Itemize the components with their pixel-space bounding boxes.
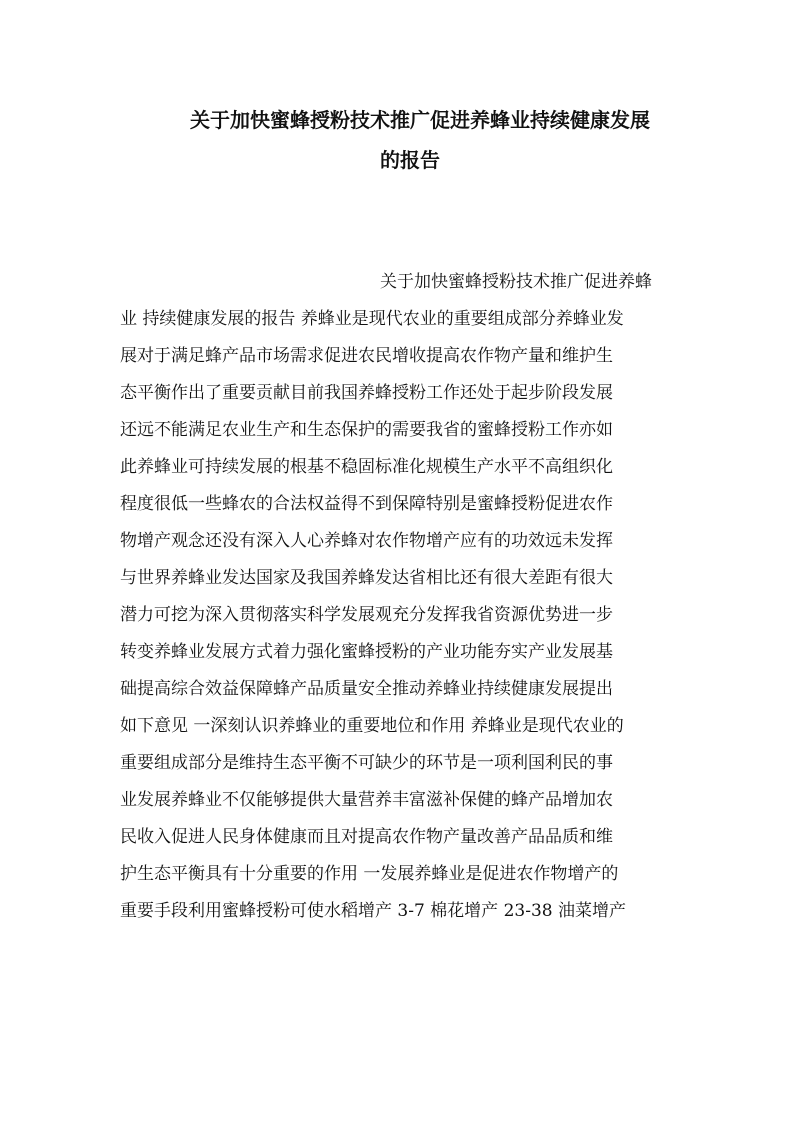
- body-line: 础提高综合效益保障蜂产品质量安全推动养蜂业持续健康发展提出: [120, 679, 613, 699]
- body-line: 如下意见 一深刻认识养蜂业的重要地位和作用 养蜂业是现代农业的: [120, 716, 624, 736]
- body-line: 关于加快蜜蜂授粉技术推广促进养蜂: [380, 272, 652, 292]
- body-line: 此养蜂业可持续发展的根基不稳固标准化规模生产水平不高组织化: [120, 457, 613, 477]
- body-line: 业 持续健康发展的报告 养蜂业是现代农业的重要组成部分养蜂业发: [120, 309, 624, 329]
- document-title-line-2: 的报告: [380, 148, 440, 172]
- body-line: 潜力可挖为深入贯彻落实科学发展观充分发挥我省资源优势进一步: [120, 605, 613, 625]
- body-line: 与世界养蜂业发达国家及我国养蜂发达省相比还有很大差距有很大: [120, 568, 613, 588]
- body-line: 程度很低一些蜂农的合法权益得不到保障特别是蜜蜂授粉促进农作: [120, 494, 613, 514]
- body-line: 重要组成部分是维持生态平衡不可缺少的环节是一项利国利民的事: [120, 753, 613, 773]
- body-line: 还远不能满足农业生产和生态保护的需要我省的蜜蜂授粉工作亦如: [120, 420, 613, 440]
- body-line: 重要手段利用蜜蜂授粉可使水稻增产 3-7 棉花增产 23-38 油菜增产: [120, 901, 626, 921]
- body-line: 物增产观念还没有深入人心养蜂对农作物增产应有的功效远未发挥: [120, 531, 613, 551]
- body-line: 展对于满足蜂产品市场需求促进农民增收提高农作物产量和维护生: [120, 346, 613, 366]
- body-line: 转变养蜂业发展方式着力强化蜜蜂授粉的产业功能夯实产业发展基: [120, 642, 613, 662]
- document-body: [120, 264, 680, 930]
- body-line: 态平衡作出了重要贡献目前我国养蜂授粉工作还处于起步阶段发展: [120, 383, 613, 403]
- document-title-line-1: 关于加快蜜蜂授粉技术推广促进养蜂业持续健康发展: [190, 108, 650, 132]
- body-line: 民收入促进人民身体健康而且对提高农作物产量改善产品品质和维: [120, 827, 613, 847]
- body-line: 护生态平衡具有十分重要的作用 一发展养蜂业是促进农作物增产的: [120, 864, 619, 884]
- body-line: 业发展养蜂业不仅能够提供大量营养丰富滋补保健的蜂产品增加农: [120, 790, 613, 810]
